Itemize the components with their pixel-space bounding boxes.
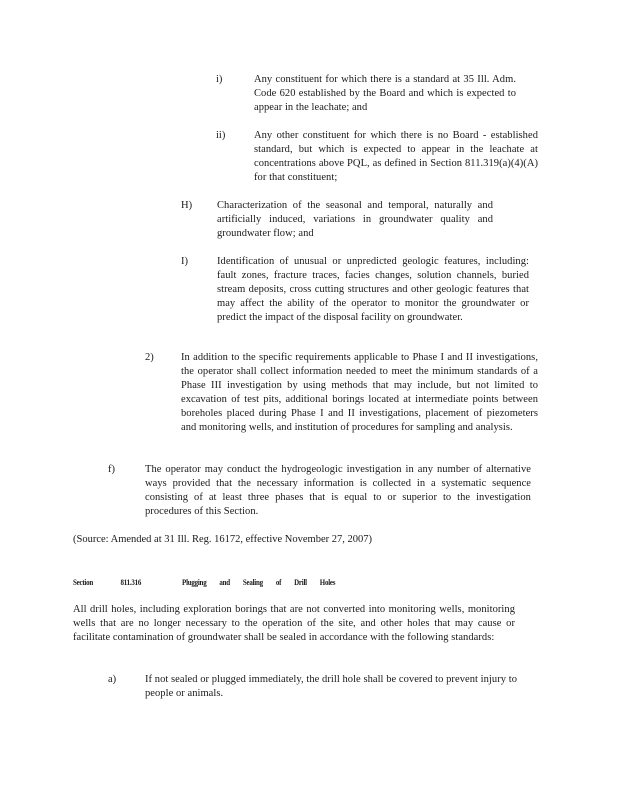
- clause-2-text: In addition to the specific requirements applicable to Phase I and II investigations, the operator shall collect information needed to meet the minimum standards of a Phase III investigation by using methods that may include, but not limited to excavation of test pits, additional borings located at intermediate points between boreholes placed during Phase I and II investigations, placement of piezometers and monitoring wells, and institution of procedures for sampling and analysis.: [181, 352, 538, 433]
- section-title: Plugging and Sealing of Drill Holes: [182, 577, 336, 587]
- clause-ii-text: Any other constituent for which there is no Board - established standard, but which is expected to appear in the leachate at concentrations above PQL, as defined in Section 811.319(a)(4)(A) for that constituent;: [254, 130, 538, 183]
- subsection-a-marker: a): [108, 674, 117, 685]
- section-label: Section: [73, 577, 93, 587]
- section-heading: [73, 576, 335, 588]
- clause-h-text: Characterization of the seasonal and temporal, naturally and artificially induced, variations in groundwater quality and groundwater flow; and: [217, 200, 493, 239]
- clause-f-marker: f): [108, 464, 115, 475]
- clause-i-text: Any constituent for which there is a standard at 35 Ill. Adm. Code 620 established by the Board and which is expected to appear in the leachate; and: [254, 74, 516, 113]
- clause-I-text: Identification of unusual or unpredicted geologic features, including: fault zones, fracture traces, facies changes, solution channels, buried stream deposits, cross cutting structures and other geologic features that may affect the ability of the operator to monitor the groundwater or predict the impact of the disposal facility on groundwater.: [217, 256, 529, 323]
- clause-ii-marker: ii): [216, 130, 226, 141]
- clause-f-text: The operator may conduct the hydrogeologic investigation in any number of alternative ways provided that the necessary information is collected in a systematic sequence consisting of at least three phases that is equal to or superior to the investigation procedures of this Section.: [145, 464, 531, 517]
- source-note: (Source: Amended at 31 Ill. Reg. 16172, effective November 27, 2007): [73, 534, 372, 545]
- body-paragraph: All drill holes, including exploration borings that are not converted into monitoring wells, monitoring wells that are no longer necessary to the operation of the site, and other holes that may cause or facilitate contamination of groundwater shall be sealed in accordance with the following standards:: [73, 604, 515, 643]
- clause-I-marker: I): [181, 256, 188, 267]
- clause-h-marker: H): [181, 200, 193, 211]
- section-number: 811.316: [120, 577, 142, 587]
- clause-2-marker: 2): [145, 352, 154, 363]
- clause-i-marker: i): [216, 74, 223, 85]
- subsection-a-text: If not sealed or plugged immediately, the drill hole shall be covered to prevent injury to people or animals.: [145, 674, 517, 699]
